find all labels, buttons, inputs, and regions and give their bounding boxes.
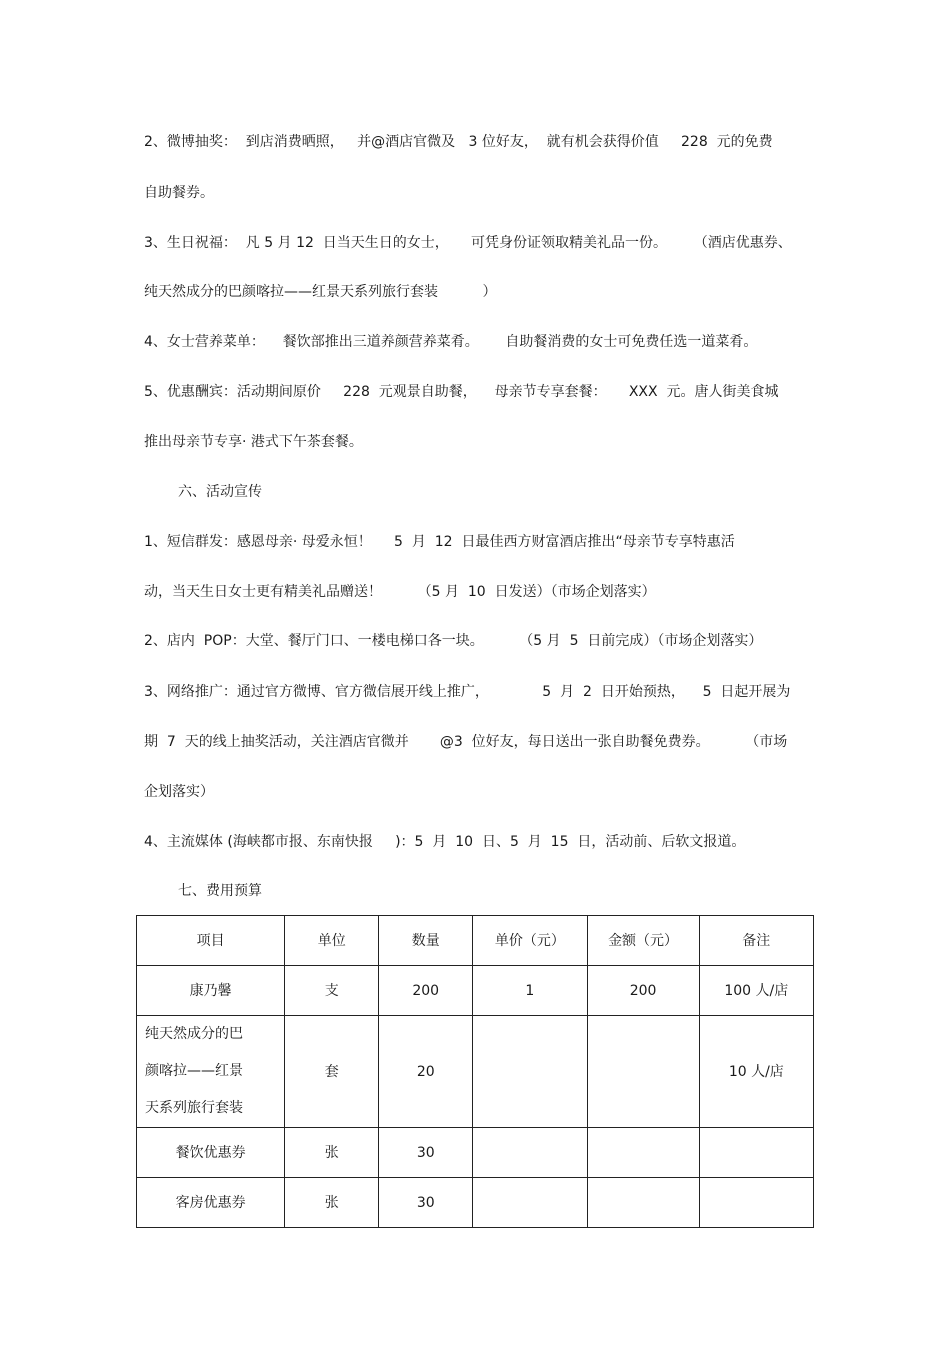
paragraph-online-promotion-end: 企划落实）	[144, 784, 214, 800]
table-row	[137, 1178, 814, 1228]
header-cell-unit-price: 单价（元）	[473, 916, 587, 966]
table-cell	[473, 1178, 587, 1228]
table-cell: 张	[285, 1128, 379, 1178]
table-cell: 200	[587, 966, 699, 1016]
paragraph-online-promotion-cont: 期 7 天的线上抽奖活动，关注酒店官微并 @3 位好友，每日送出一张自助餐免费券。 （市场	[144, 734, 788, 750]
table-cell: 10 人/店	[699, 1016, 813, 1128]
table-cell: 康乃馨	[137, 966, 285, 1016]
table-cell: 纯天然成分的巴 颜喀拉——红景 天系列旅行套装	[137, 1016, 285, 1128]
table-cell	[587, 1016, 699, 1128]
table-header-row	[137, 916, 814, 966]
table-cell: 1	[473, 966, 587, 1016]
paragraph-online-promotion: 3、网络推广：通过官方微博、官方微信展开线上推广， 5 月 2 日开始预热， 5 日起开展为	[144, 684, 791, 700]
paragraph-birthday-wish: 3、生日祝福： 凡 5 月 12 日当天生日的女士， 可凭身份证领取精美礼品一份。 （酒店优惠券、	[144, 235, 792, 251]
table-cell: 100 人/店	[699, 966, 813, 1016]
paragraph-discount: 5、优惠酬宾：活动期间原价 228 元观景自助餐， 母亲节专享套餐： XXX 元。唐人街美食城	[144, 384, 779, 400]
header-cell-unit: 单位	[285, 916, 379, 966]
table-cell	[473, 1128, 587, 1178]
paragraph-mainstream-media: 4、主流媒体 (海峡都市报、东南快报 )：5 月 10 日、5 月 15 日，活动前、后软文报道。	[144, 834, 746, 850]
table-cell	[699, 1128, 813, 1178]
table-cell	[473, 1016, 587, 1128]
paragraph-pop: 2、店内 POP：大堂、餐厅门口、一楼电梯口各一块。 （5 月 5 日前完成）（市场企划落实）	[144, 633, 763, 649]
table-cell: 餐饮优惠券	[137, 1128, 285, 1178]
table-cell	[699, 1178, 813, 1228]
table-cell: 30	[379, 1128, 473, 1178]
paragraph-discount-cont: 推出母亲节专享· 港式下午茶套餐。	[144, 434, 363, 450]
table-cell	[587, 1178, 699, 1228]
header-cell-quantity: 数量	[379, 916, 473, 966]
table-row	[137, 1016, 814, 1128]
paragraph-weibo-lottery-cont: 自助餐券。	[144, 185, 214, 201]
table-cell: 套	[285, 1016, 379, 1128]
header-cell-amount: 金额（元）	[587, 916, 699, 966]
table-cell	[587, 1128, 699, 1178]
header-cell-remark: 备注	[699, 916, 813, 966]
header-cell-item: 项目	[137, 916, 285, 966]
table-cell: 张	[285, 1178, 379, 1228]
table-cell: 30	[379, 1178, 473, 1228]
budget-table	[136, 915, 814, 1228]
table-cell: 200	[379, 966, 473, 1016]
table-cell: 支	[285, 966, 379, 1016]
section-heading-budget: 七、费用预算	[178, 883, 262, 899]
table-cell: 20	[379, 1016, 473, 1128]
section-heading-promotion: 六、活动宣传	[178, 484, 262, 500]
table-row	[137, 1128, 814, 1178]
paragraph-sms: 1、短信群发：感恩母亲· 母爱永恒！ 5 月 12 日最佳西方财富酒店推出“母亲节专享特惠活	[144, 534, 735, 550]
paragraph-birthday-wish-cont: 纯天然成分的巴颜喀拉——红景天系列旅行套装 ）	[144, 284, 497, 300]
paragraph-nutrition-menu: 4、女士营养菜单： 餐饮部推出三道养颜营养菜肴。 自助餐消费的女士可免费任选一道菜肴。	[144, 334, 758, 350]
table-cell: 客房优惠券	[137, 1178, 285, 1228]
paragraph-sms-cont: 动，当天生日女士更有精美礼品赠送！ （5 月 10 日发送）（市场企划落实）	[144, 584, 656, 600]
paragraph-weibo-lottery: 2、微博抽奖： 到店消费晒照， 并@酒店官微及 3 位好友， 就有机会获得价值 228 元的免费	[144, 134, 773, 150]
table-row	[137, 966, 814, 1016]
